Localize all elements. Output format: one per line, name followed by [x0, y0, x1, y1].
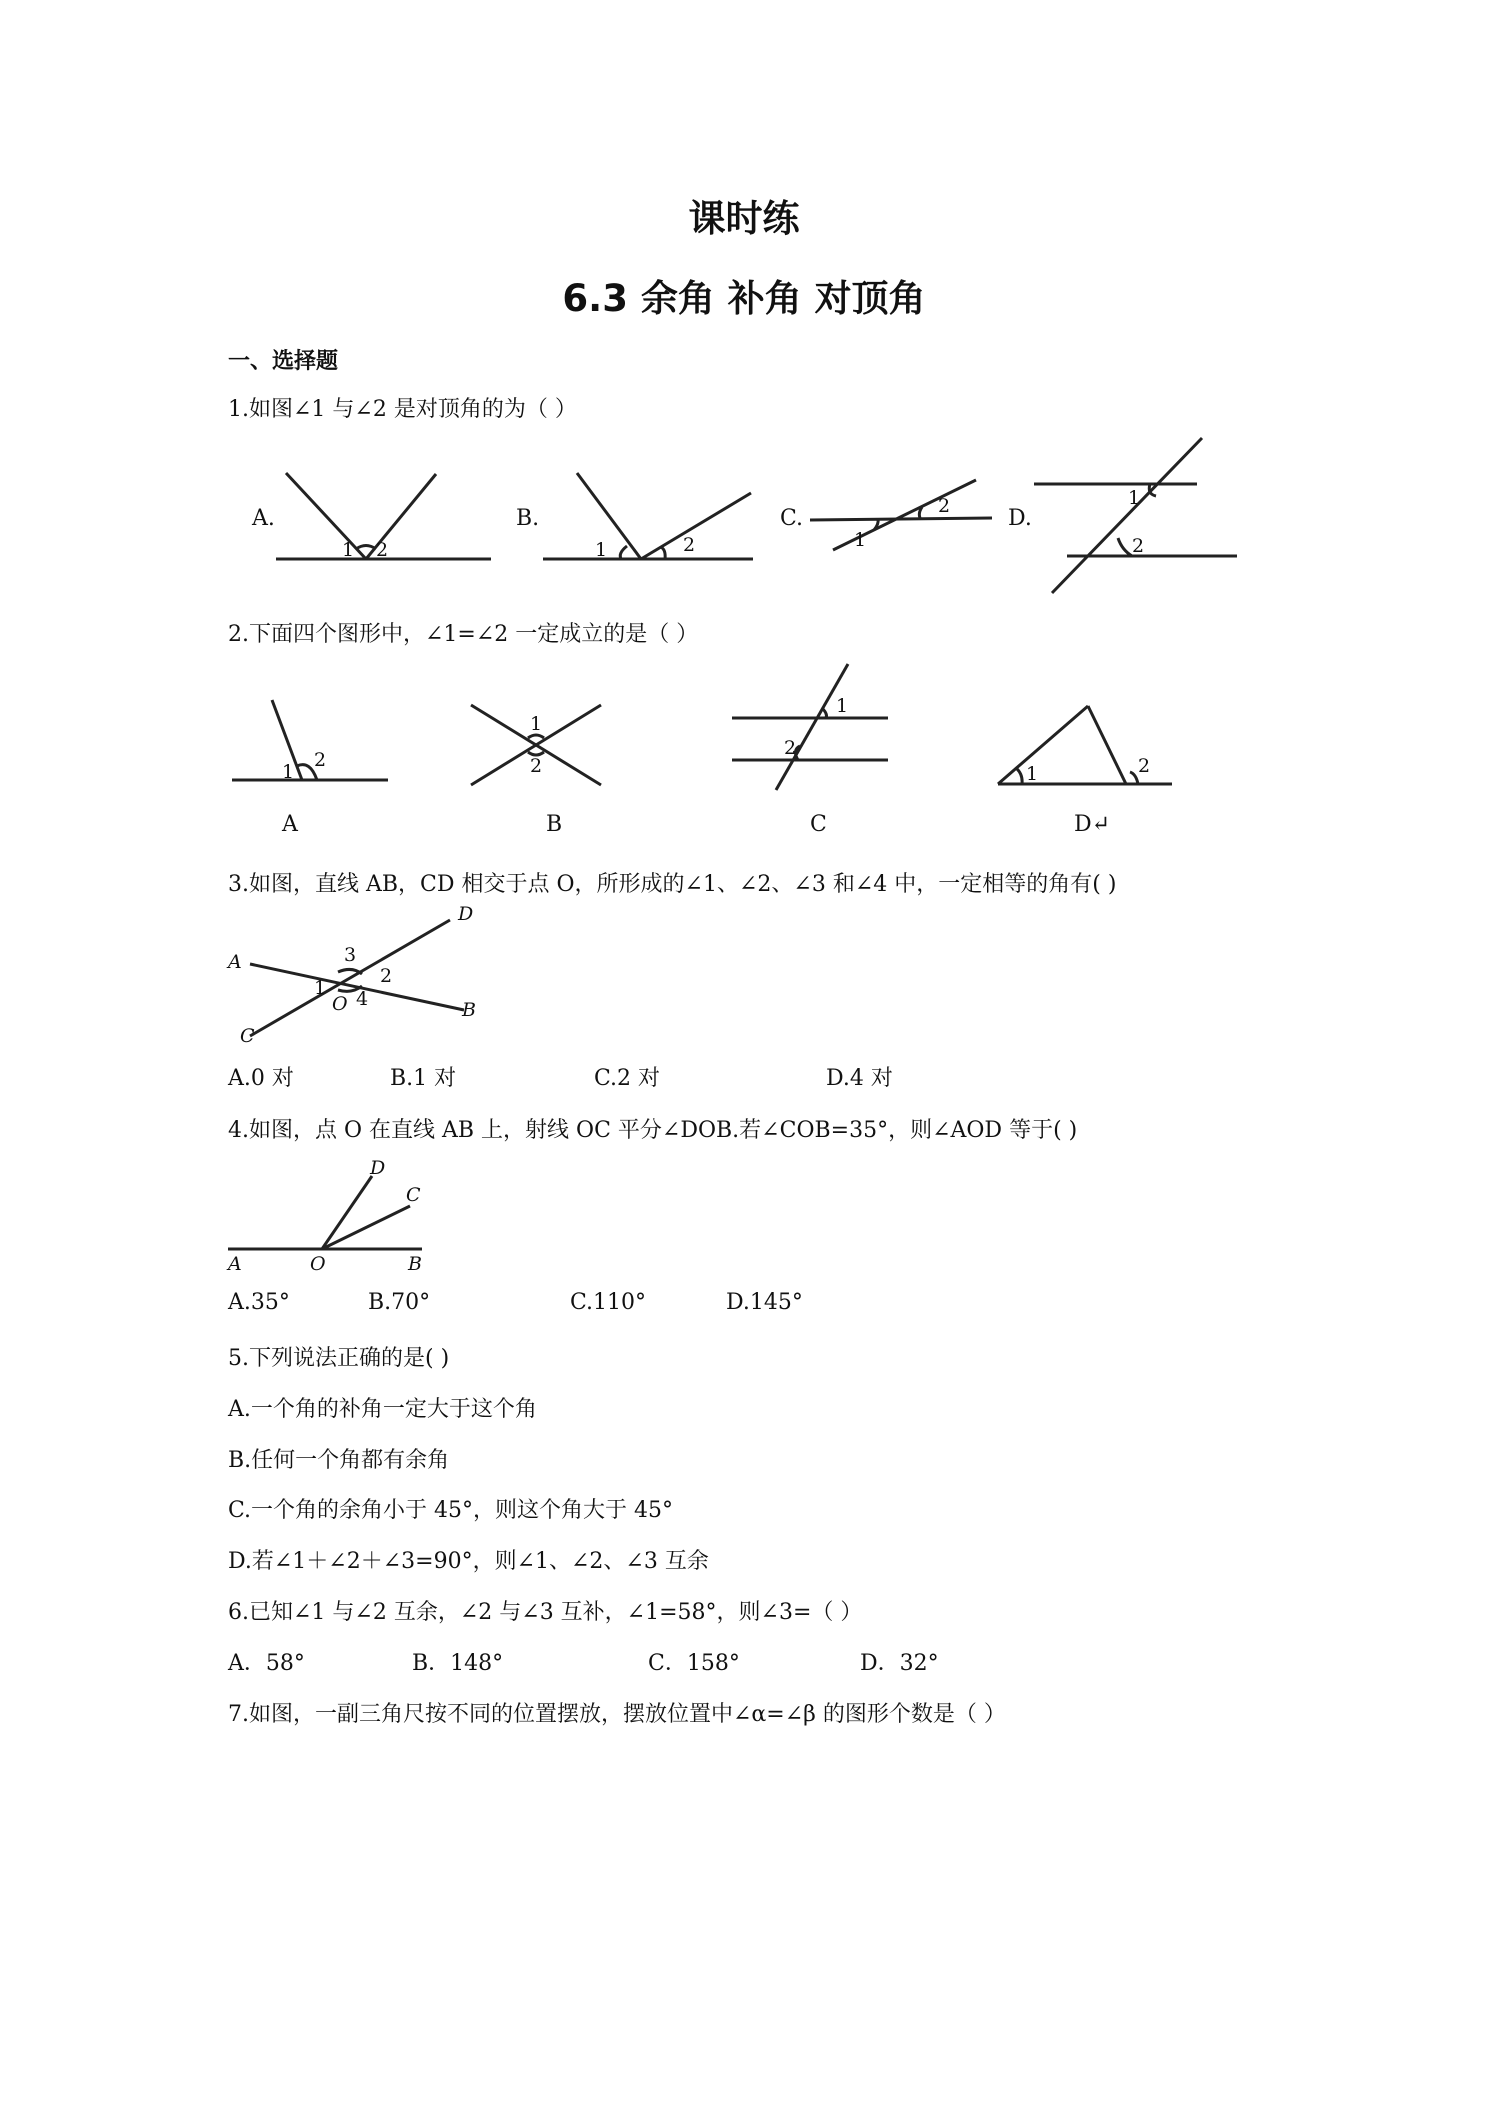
q6-option-a: A．58° [228, 1651, 305, 1676]
q2-figure-d [996, 700, 1176, 790]
svg-text:2: 2 [938, 495, 951, 517]
svg-text:4: 4 [356, 988, 369, 1010]
page-subtitle: 6.3 余角 补角 对顶角 [562, 277, 926, 320]
q3-option-d: D.4 对 [826, 1066, 893, 1091]
q2-label-a: A [282, 812, 298, 837]
svg-text:A: A [228, 1253, 242, 1275]
svg-text:1: 1 [342, 539, 355, 561]
svg-text:3: 3 [344, 944, 357, 966]
svg-text:B: B [408, 1253, 422, 1275]
q6-option-b: B．148° [412, 1651, 504, 1676]
question-7-stem: 7.如图，一副三角尺按不同的位置摆放，摆放位置中∠α=∠β 的图形个数是（ ） [228, 1702, 1006, 1727]
svg-text:1: 1 [314, 977, 327, 999]
svg-text:D: D [458, 903, 474, 925]
q5-option-b: B.任何一个角都有余角 [228, 1448, 450, 1473]
q2-label-b: B [546, 812, 563, 837]
svg-text:B: B [462, 999, 476, 1021]
svg-text:2: 2 [784, 737, 797, 759]
svg-text:1: 1 [595, 539, 608, 561]
question-4-stem: 4.如图，点 O 在直线 AB 上，射线 OC 平分∠DOB.若∠COB=35°，则∠AOD 等于( ) [228, 1118, 1078, 1143]
svg-text:2: 2 [314, 749, 327, 771]
q1-figure-c [808, 470, 998, 562]
svg-text:1: 1 [1128, 487, 1141, 509]
svg-text:1: 1 [836, 695, 849, 717]
q1-figure-d [1032, 438, 1242, 598]
question-3-stem: 3.如图，直线 AB，CD 相交于点 O，所形成的∠1、∠2、∠3 和∠4 中，一定相等的角有( ) [228, 872, 1117, 897]
svg-text:2: 2 [683, 534, 696, 556]
q3-option-a: A.0 对 [228, 1066, 294, 1091]
svg-text:2: 2 [380, 965, 393, 987]
section-heading: 一、选择题 [228, 349, 339, 374]
q2-figure-c [730, 664, 890, 794]
question-1-stem: 1.如图∠1 与∠2 是对顶角的为（ ） [228, 397, 577, 422]
q4-option-a: A.35° [228, 1290, 290, 1315]
svg-text:D: D [370, 1157, 386, 1179]
q2-label-d: D↵ [1074, 812, 1111, 837]
q1-figure-b [543, 468, 758, 568]
svg-text:O: O [332, 993, 348, 1015]
q1-label-b: B. [516, 506, 540, 531]
q5-option-a: A.一个角的补角一定大于这个角 [228, 1397, 537, 1422]
q2-figure-b [466, 700, 606, 790]
svg-text:2: 2 [1132, 535, 1145, 557]
svg-text:2: 2 [1138, 755, 1151, 777]
page-title: 课时练 [688, 197, 800, 240]
svg-text:1: 1 [282, 761, 295, 783]
q4-option-b: B.70° [368, 1290, 431, 1315]
q4-figure [226, 1156, 436, 1275]
q4-option-c: C.110° [570, 1290, 647, 1315]
svg-text:1: 1 [854, 529, 867, 551]
svg-text:O: O [310, 1253, 326, 1275]
q1-label-d: D. [1008, 506, 1032, 531]
q1-label-c: C. [780, 506, 804, 531]
q2-figure-a [230, 660, 390, 790]
q3-option-b: B.1 对 [390, 1066, 457, 1091]
q1-label-a: A. [252, 506, 275, 531]
q6-option-c: C．158° [648, 1651, 740, 1676]
svg-text:1: 1 [530, 713, 543, 735]
svg-text:A: A [228, 951, 242, 973]
question-5-stem: 5.下列说法正确的是( ) [228, 1346, 450, 1371]
q4-option-d: D.145° [726, 1290, 803, 1315]
q6-option-d: D．32° [860, 1651, 939, 1676]
q3-option-c: C.2 对 [594, 1066, 661, 1091]
svg-text:1: 1 [1026, 763, 1039, 785]
q2-label-c: C [810, 812, 827, 837]
question-6-stem: 6.已知∠1 与∠2 互余，∠2 与∠3 互补，∠1=58°，则∠3=（ ） [228, 1600, 863, 1625]
svg-text:C: C [406, 1184, 421, 1206]
q5-option-c: C.一个角的余角小于 45°，则这个角大于 45° [228, 1498, 674, 1523]
q5-option-d: D.若∠1＋∠2＋∠3=90°，则∠1、∠2、∠3 互余 [228, 1549, 709, 1574]
question-2-stem: 2.下面四个图形中，∠1=∠2 一定成立的是（ ） [228, 622, 699, 647]
q1-figure-a [276, 468, 491, 568]
svg-text:2: 2 [530, 755, 543, 777]
svg-text:2: 2 [376, 539, 389, 561]
svg-text:C: C [240, 1025, 255, 1047]
q3-figure [228, 903, 488, 1047]
